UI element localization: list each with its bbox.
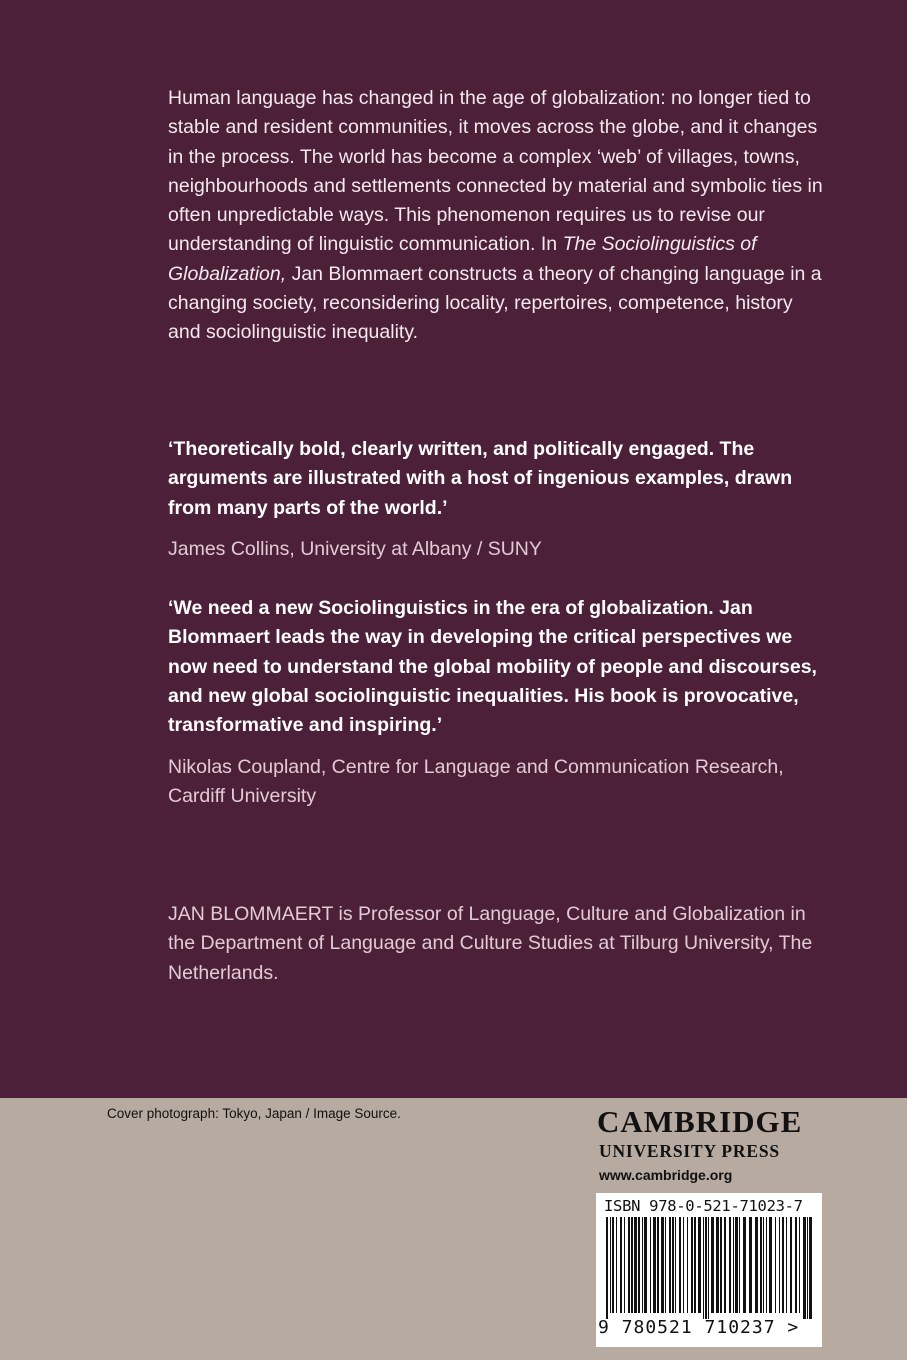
publisher-subtitle: UNIVERSITY PRESS [599,1141,780,1161]
barcode-bar [786,1217,787,1313]
barcode-bar [698,1217,701,1313]
cover-credit: Cover photograph: Tokyo, Japan / Image Source. [107,1106,401,1121]
quote-2-attribution: Nikolas Coupland, Centre for Language and Communication Research, Cardiff University [168,756,784,808]
barcode-bar [703,1217,704,1319]
barcode-bar [606,1217,608,1319]
isbn-label: ISBN 978-0-521-71023-7 [604,1197,803,1215]
publisher-url: www.cambridge.org [599,1167,733,1183]
barcode-bar [644,1217,647,1313]
barcode-bar [799,1217,800,1313]
barcode-bar [672,1217,674,1313]
barcode-bar [661,1217,664,1313]
barcode-bar [763,1217,764,1313]
barcode-bar [766,1217,767,1313]
quote-2-text: ‘We need a new Sociolinguistics in the era of globalization. Jan Blommaert leads the way in developing the critical perspectives we now need to understand the global mobility of people and discourses, and new global sociolinguistic inequalities. His book is provocative, transformative and inspiring.’ [168,597,817,737]
barcode-bar [691,1217,693,1313]
publisher-name: CAMBRIDGE [597,1104,803,1139]
barcode-bar [809,1217,812,1319]
barcode-bar [716,1217,719,1313]
barcode-bar [803,1217,806,1319]
barcode-bar [733,1217,734,1313]
barcode-bar [769,1217,772,1313]
barcode-bar [743,1217,746,1313]
barcode-bar [779,1217,780,1313]
barcode-bar [729,1217,731,1313]
barcode-bar [687,1217,688,1313]
barcode-bar [653,1217,656,1313]
barcode-bar [807,1217,808,1319]
barcode-bar [642,1217,643,1313]
barcode-bar [624,1217,625,1313]
barcode-bar [669,1217,671,1313]
barcode-bar [650,1217,651,1313]
barcode-bar [755,1217,758,1313]
barcode-bar [628,1217,630,1313]
barcode-bar [739,1217,740,1313]
barcode-bar [665,1217,666,1313]
barcode-bar [735,1217,738,1313]
quote-1-attribution: James Collins, University at Albany / SUNY [168,538,542,560]
barcode-bar [634,1217,637,1313]
blurb-text-1: Human language has changed in the age of globalization: no longer tied to stable and resident communities, it moves across the globe, and it changes in the process. The world has become a complex ‘web’ of villages, towns, neighbourhoods and settlements connected by material and symbolic ties in often unpredictable ways. This phenomenon requires us to revise our understanding of linguistic communication. In [168,87,823,256]
author-bio: JAN BLOMMAERT is Professor of Language, Culture and Globalization in the Department of Language and Culture Studies at Tilburg University, The Netherlands. [168,903,813,984]
barcode-bar [724,1217,726,1313]
book-title: The Sociolinguistics of Globalization, [168,233,757,285]
isbn-barcode-box [596,1193,822,1347]
barcode-bar [631,1217,633,1313]
barcode-bars [606,1217,812,1319]
barcode-bar [683,1217,684,1313]
barcode-bar [760,1217,762,1313]
barcode-bar [675,1217,676,1313]
barcode-bar [711,1217,714,1313]
blurb-paragraph [168,84,828,348]
ean-digits: 9 780521 710237 > [598,1317,800,1338]
barcode-bar [612,1217,614,1313]
barcode-bar [616,1217,617,1313]
barcode-bar [790,1217,792,1313]
barcode-bar [720,1217,722,1313]
barcode-bar [749,1217,752,1313]
barcode-bar [775,1217,776,1313]
barcode-bar [610,1217,611,1313]
blurb-text-2: Jan Blommaert constructs a theory of changing language in a changing society, reconsidering locality, repertoires, competence, history and sociolinguistic inequality. [168,262,822,344]
barcode-bar [620,1217,622,1313]
barcode-bar [657,1217,659,1313]
barcode-bar [782,1217,784,1313]
quote-1-text: ‘Theoretically bold, clearly written, and politically engaged. The arguments are illustrated with a host of ingenious examples, drawn from many parts of the world.’ [168,438,793,519]
barcode-bar [708,1217,709,1319]
barcode-bar [638,1217,640,1313]
barcode-bar [705,1217,707,1319]
barcode-bar [679,1217,681,1313]
barcode-bar [795,1217,797,1313]
barcode-bar [694,1217,696,1313]
